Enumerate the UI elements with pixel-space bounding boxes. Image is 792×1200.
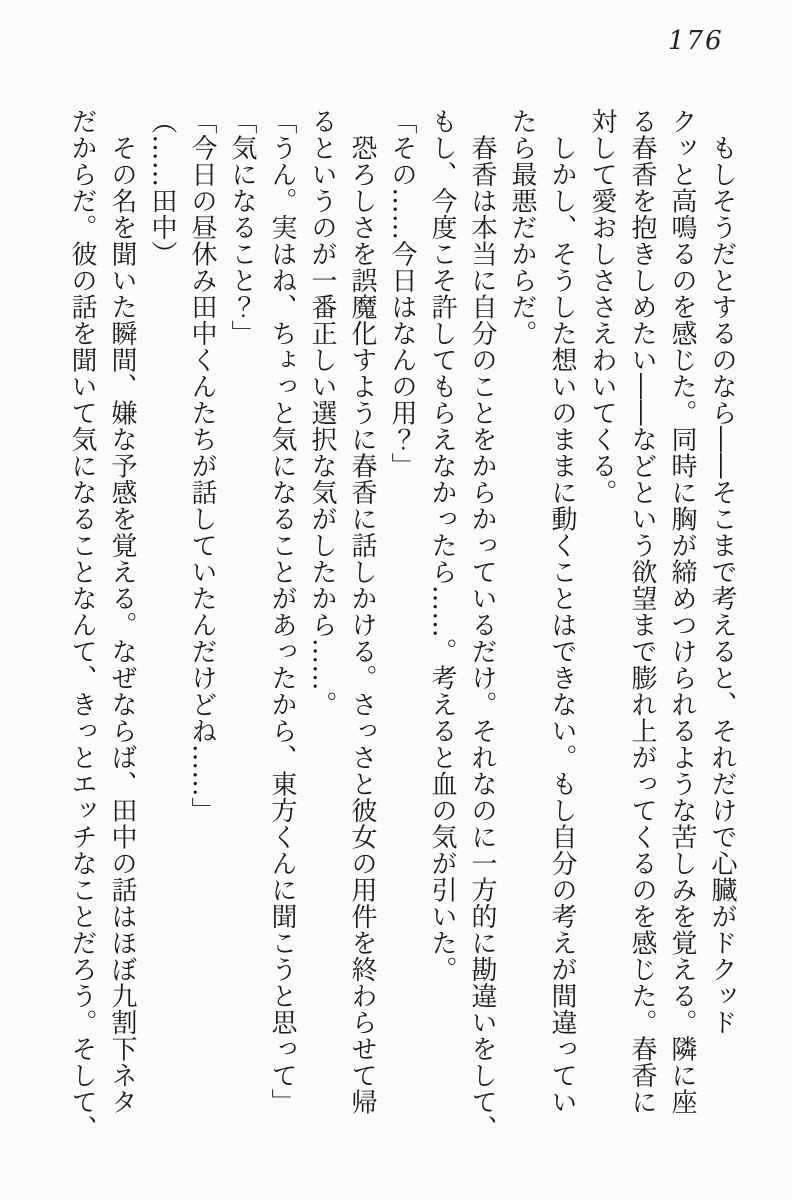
text-line: 「その……今日はなんの用？」 <box>387 108 417 479</box>
text-line: 恐ろしさを誤魔化すように春香に話しかける。さっさと彼女の用件を終わらせて帰 <box>347 108 377 1115</box>
page-number: 176 <box>668 26 724 56</box>
text-line: 「気になること？」 <box>227 108 257 347</box>
text-line: クッと高鳴るのを感じた。同時に胸が締めつけられるような苦しみを覚える。隣に座 <box>667 108 697 1115</box>
text-line: るというのが一番正しい選択な気がしたから……。 <box>307 108 337 718</box>
text-line: もし、今度こそ許してもらえなかったら……。考えると血の気が引いた。 <box>427 108 457 983</box>
text-line: 「うん。実はね、ちょっと気になることがあったから、東方くんに聞こうと思って」 <box>267 108 297 1115</box>
vertical-text-block <box>62 108 742 1174</box>
text-line: 「今日の昼休み田中くんたちが話していたんだけどね……」 <box>187 108 217 824</box>
text-line: （……田中） <box>147 108 177 267</box>
text-line: もしそうだとするのなら――そこまで考えると、それだけで心臓がドクッド <box>707 108 737 1036</box>
text-line: る春香を抱きしめたい――などという欲望まで膨れ上がってくるのを感じた。春香に <box>627 108 657 1115</box>
text-line: しかし、そうした想いのままに動くことはできない。もし自分の考えが間違ってい <box>547 108 577 1115</box>
text-line: たら最悪だからだ。 <box>507 108 537 347</box>
text-line: 春香は本当に自分のことをからかっているだけ。それなのに一方的に勘違いをして、 <box>467 108 497 1142</box>
text-line: 対して愛おしささえわいてくる。 <box>587 108 617 506</box>
text-line: だからだ。彼の話を聞いて気になることなんて、きっとエッチなことだろう。そして、 <box>67 108 97 1142</box>
text-line: その名を聞いた瞬間、嫌な予感を覚える。なぜならば、田中の話はほぼ九割下ネタ <box>107 108 137 1115</box>
